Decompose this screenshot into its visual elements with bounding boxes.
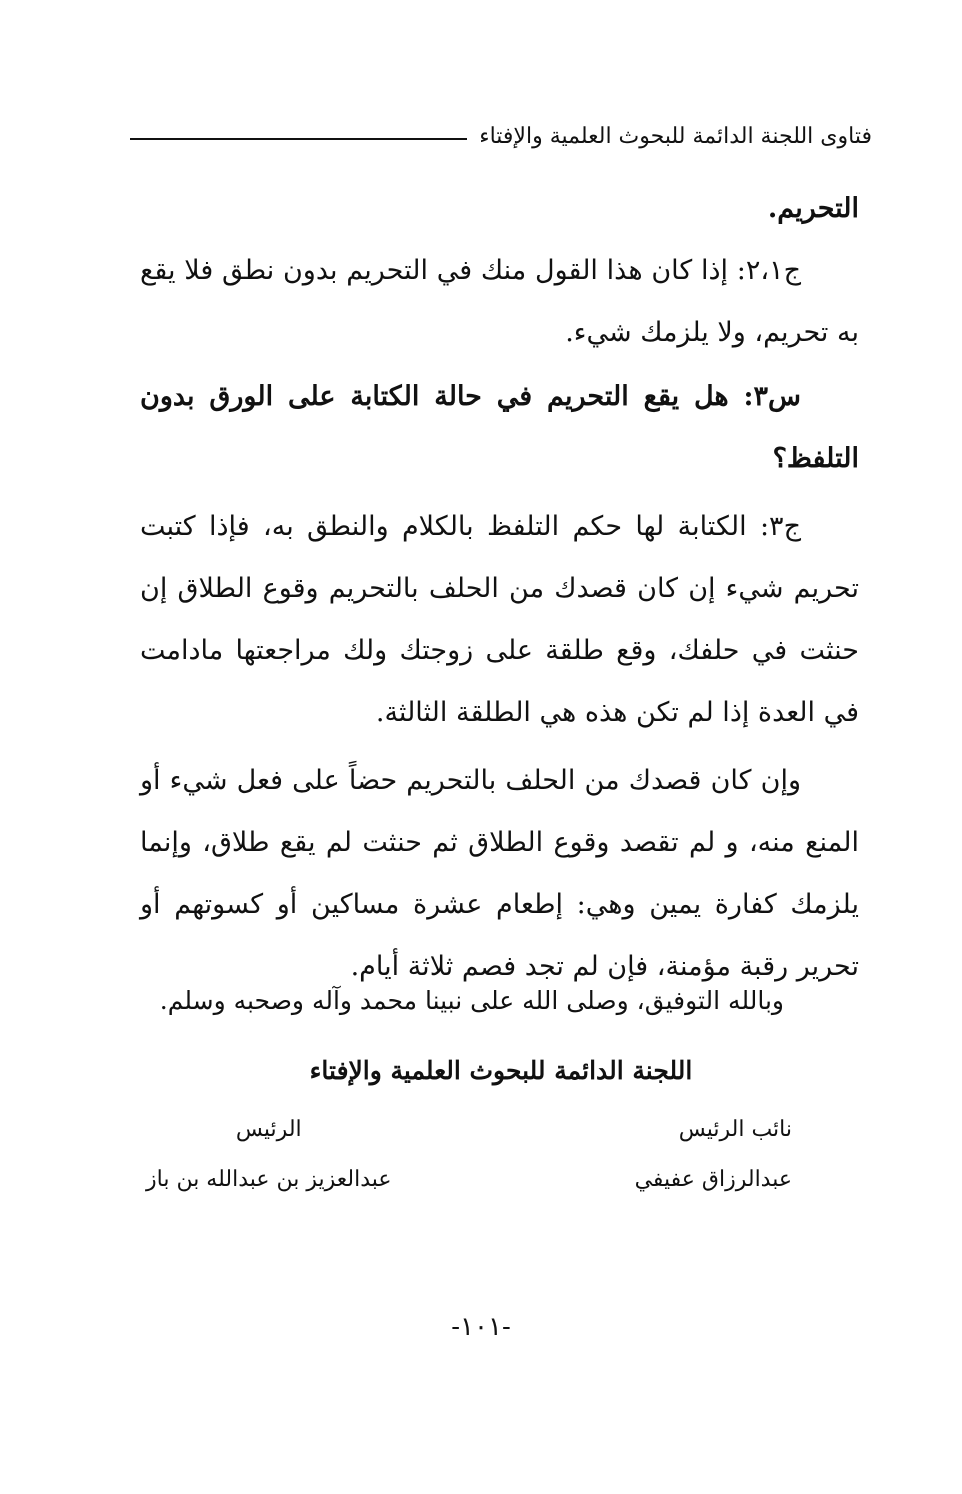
page-number: -١٠١-	[451, 1312, 511, 1342]
running-header	[130, 116, 872, 156]
committee-name: اللجنة الدائمة للبحوث العلمية والإفتاء	[309, 1056, 693, 1085]
signature-name: عبدالرزاق عفيفي	[634, 1167, 792, 1192]
answer-3: ج٣: الكتابة لها حكم التلفظ بالكلام والنطق به، فإذا كتبت تحريم شيء إن كان قصدك من الحلف بالتحريم وقوع الطلاق إن حنثت في حلفك، وقع طلقة على زوجتك ولك مراجعتها مادامت في العدة إذا لم تكن هذه هي الطلقة الثالثة.	[140, 511, 859, 728]
paragraph-continuation: التحريم.	[767, 193, 859, 224]
signature-vice-president	[635, 1110, 792, 1200]
header-title: فتاوى اللجنة الدائمة للبحوث العلمية والإفتاء	[479, 123, 872, 149]
answer-3-continued: وإن كان قصدك من الحلف بالتحريم حضاً على فعل شيء أو المنع منه، و لم تقصد وقوع الطلاق ثم حنثت لم يقع طلاق، وإنما يلزمك كفارة يمين وهي: إطعام عشرة مساكين أو كسوتهم أو تحرير رقبة مؤمنة، فإن لم تجد فصم ثلاثة أيام.	[140, 765, 859, 982]
body-text	[140, 178, 859, 998]
signature-name: عبدالعزيز بن عبدالله بن باز	[146, 1167, 392, 1192]
closing-line: وبالله التوفيق، وصلى الله على نبينا محمد وآله وصحبه وسلم.	[159, 986, 784, 1015]
signature-role: الرئيس	[235, 1117, 302, 1142]
signature-president	[146, 1110, 392, 1200]
question-3: س٣: هل يقع التحريم في حالة الكتابة على الورق بدون التلفظ؟	[140, 381, 859, 474]
answer-2-1: ج٢،١: إذا كان هذا القول منك في التحريم بدون نطق فلا يقع به تحريم، ولا يلزمك شيء.	[140, 255, 859, 348]
header-rule	[130, 138, 467, 140]
signature-role: نائب الرئيس	[678, 1117, 792, 1142]
